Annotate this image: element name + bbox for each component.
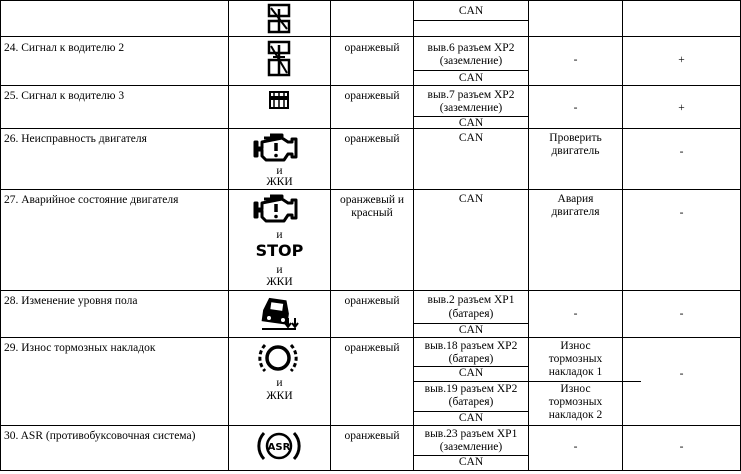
engine-icon (252, 193, 302, 225)
icon-lcd: ЖКИ (266, 276, 293, 288)
display-line1: Проверить (549, 132, 602, 144)
lamp-color: оранжевый (344, 90, 400, 102)
signal-name: 24. Сигнал к водителю 2 (4, 42, 125, 54)
interface-can: CAN (458, 132, 484, 144)
display-line2: двигатель (551, 145, 600, 157)
interface-can: CAN (458, 456, 484, 468)
interface-pin: выв.19 разъем XP2 (424, 383, 518, 395)
icon-lcd: ЖКИ (266, 176, 293, 188)
display-line: тормозных (548, 353, 603, 365)
interface-can: CAN (458, 412, 484, 424)
interface-can: CAN (458, 117, 484, 129)
display-value: - (573, 102, 578, 114)
interface-can: CAN (458, 72, 484, 84)
interface-battery: (батарея) (448, 308, 494, 320)
interface-ground: (заземление) (439, 102, 503, 114)
sound-value: - (679, 146, 684, 158)
brake-pad-icon (256, 340, 300, 376)
interface-ground: (заземление) (439, 441, 503, 453)
icon-and: и (276, 229, 283, 241)
interface-pin: выв.23 разъем XP1 (424, 428, 518, 440)
warning-lamp-small-icon (268, 90, 290, 110)
interface-can: CAN (458, 324, 484, 336)
warning-lamp-icon (265, 3, 293, 34)
display-line2: двигателя (551, 206, 600, 218)
interface-battery: (батарея) (448, 353, 494, 365)
signal-name: 28. Изменение уровня пола (4, 295, 138, 307)
sound-value: - (679, 207, 684, 219)
interface-pin: выв.18 разъем XP2 (424, 340, 518, 352)
display-value: - (573, 308, 578, 320)
lamp-color: оранжевый (344, 42, 400, 54)
sound-value: + (678, 54, 685, 66)
display-line: тормозных (548, 396, 603, 408)
signal-name: 30. ASR (противобуксовочная система) (4, 430, 196, 442)
lamp-color-line2: красный (351, 207, 393, 219)
interface-pin: выв.2 разъем XP1 (427, 294, 515, 306)
signal-name: 26. Неисправность двигателя (4, 133, 147, 145)
interface-pin: выв.7 разъем XP2 (427, 89, 515, 101)
display-line: накладок 2 (548, 409, 603, 421)
interface-can: CAN (458, 193, 484, 205)
asr-icon-label: ASR (267, 442, 291, 453)
sound-value: - (679, 308, 684, 320)
interface-can: CAN (458, 367, 484, 379)
icon-and: и (276, 264, 283, 276)
sound-value: + (678, 102, 685, 114)
display-value: - (573, 441, 578, 453)
lamp-color: оранжевый (344, 295, 400, 307)
interface-ground: (заземление) (439, 55, 503, 67)
lamp-color: оранжевый (344, 342, 400, 354)
display-line: Износ (560, 340, 591, 352)
floor-level-icon (258, 294, 300, 332)
interface-pin: выв.6 разъем XP2 (427, 42, 515, 54)
warning-lamp-icon (265, 40, 293, 78)
icon-lcd: ЖКИ (266, 390, 293, 402)
display-line: накладок 1 (548, 366, 603, 378)
sound-value: - (679, 368, 684, 380)
interface-can: CAN (458, 5, 484, 17)
engine-icon (252, 132, 302, 164)
signal-name: 29. Износ тормозных накладок (4, 342, 156, 354)
stop-label: STOP (255, 241, 304, 260)
display-line: Износ (560, 383, 591, 395)
display-line1: Авария (557, 193, 594, 205)
icon-and: и (276, 377, 283, 389)
display-value: - (573, 54, 578, 66)
signal-name: 27. Аварийное состояние двигателя (4, 194, 179, 206)
asr-icon (256, 427, 302, 465)
sound-value: - (679, 441, 684, 453)
icon-and: и (276, 165, 283, 177)
lamp-color: оранжевый (344, 430, 400, 442)
interface-battery: (батарея) (448, 396, 494, 408)
lamp-color: оранжевый (344, 133, 400, 145)
signal-name: 25. Сигнал к водителю 3 (4, 90, 125, 102)
lamp-color-line1: оранжевый и (340, 194, 404, 206)
